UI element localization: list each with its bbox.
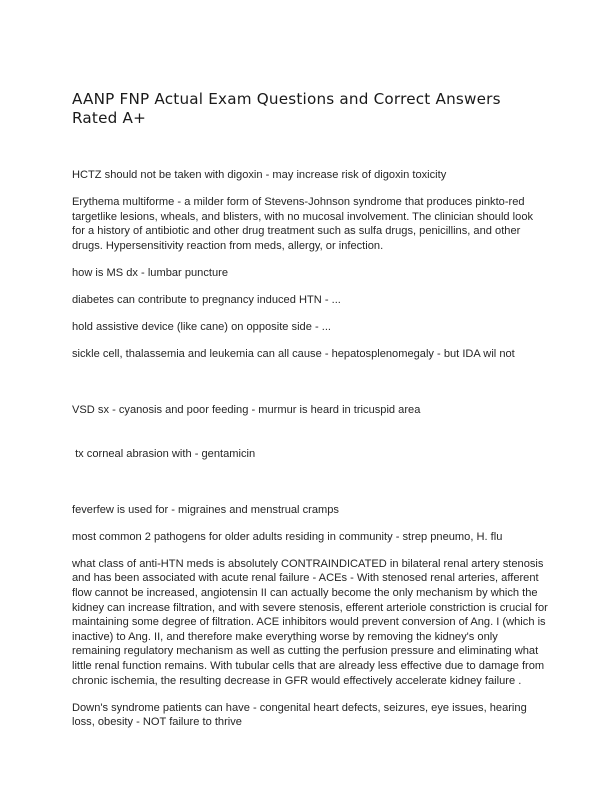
document-body [72,168,551,742]
qa-item-erythema-multiforme: Erythema multiforme - a milder form of Stevens-Johnson syndrome that produces pinkto-red targetlike lesions, wheals, and blisters, with no mucosal involvement. The clinician should look for a history of antibiotic and other drug treatment such as sulfa drugs, penicillins, and other drugs. Hypersensitivity reaction from meds, allergy, or infection. [72,195,537,252]
qa-item-vsd-corneal [72,374,548,491]
qa-item-feverfew: feverfew is used for - migraines and menstrual cramps [72,503,339,516]
qa-line-vsd: VSD sx - cyanosis and poor feeding - murmur is heard in tricuspid area [72,403,421,416]
qa-line-corneal-abrasion: tx corneal abrasion with - gentamicin [72,447,256,460]
qa-item-hepatosplenomegaly: sickle cell, thalassemia and leukemia can all cause - hepatosplenomegaly - but IDA wil not [72,347,515,360]
qa-item-downs-syndrome: Down's syndrome patients can have - congenital heart defects, seizures, eye issues, hearing loss, obesity - NOT failure to thrive [72,701,530,729]
qa-item-ms-diagnosis: how is MS dx - lumbar puncture [72,266,228,279]
qa-item-pathogens: most common 2 pathogens for older adults residing in community - strep pneumo, H. flu [72,530,503,543]
qa-item-hctz-digoxin: HCTZ should not be taken with digoxin - may increase risk of digoxin toxicity [72,169,447,181]
qa-item-diabetes-pih: diabetes can contribute to pregnancy induced HTN - ... [72,293,341,306]
qa-item-ace-contraindication: what class of anti-HTN meds is absolutely CONTRAINDICATED in bilateral renal artery stenosis and has been associated with acute renal failure - ACEs - With stenosed renal arteries, afferent flow cannot be increased, angiotensin II can actually become the only mechanism by which the kidney can increase filtration, and with severe stenosis, efferent arteriole constriction is crucial for maintaining some degree of filtration. ACE inhibitors would prevent conversion of Ang. I (which is inactive) to Ang. II, and therefore make everything worse by removing the kidney's only remaining regulatory mechanism as well as cutting the perfusion pressure and eliminating what little renal function remains. With tubular cells that are already less effective due to damage from chronic ischemia, the resulting decrease in GFR would effectively accelerate kidney failure . [72,557,551,687]
qa-item-assistive-device: hold assistive device (like cane) on opposite side - ... [72,320,331,333]
document-title: AANP FNP Actual Exam Questions and Correct Answers Rated A+ [72,90,501,127]
